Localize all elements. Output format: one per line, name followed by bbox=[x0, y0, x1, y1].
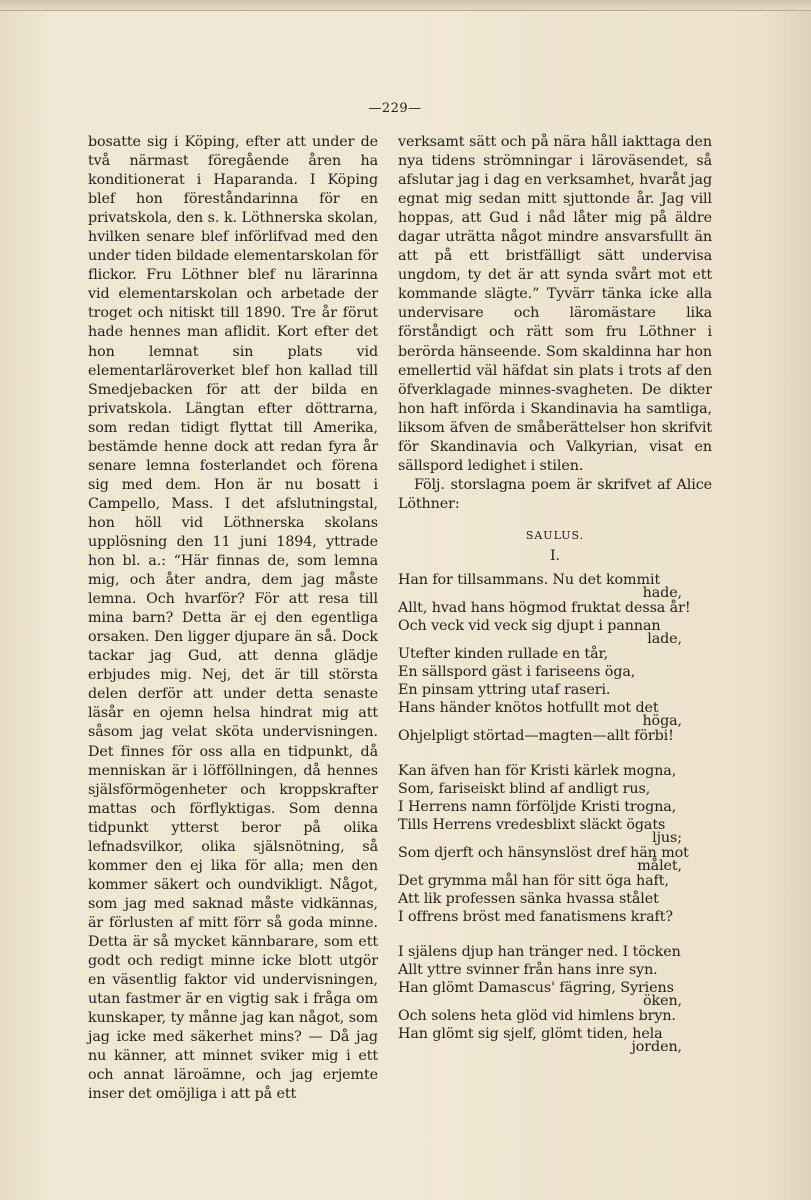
poem-line: Han for tillsammans. Nu det kommit bbox=[398, 571, 661, 588]
poem-line-continuation: hade, bbox=[642, 584, 682, 601]
poem-intro: Följ. storslagna poem är skrifvet af Alice Löthner: bbox=[398, 476, 712, 512]
poem-line: Kan äfven han för Kristi kärlek mogna, bbox=[398, 762, 677, 779]
poem-stanza-1 bbox=[398, 571, 712, 745]
poem-line-continuation: lade, bbox=[647, 630, 682, 647]
poem-title: SAULUS. bbox=[525, 528, 585, 542]
poem-line: Utefter kinden rullade en tår, bbox=[398, 645, 609, 662]
poem-line: En pinsam yttring utaf raseri. bbox=[398, 681, 611, 698]
poem-line: I själens djup han tränger ned. I töcken bbox=[398, 943, 681, 960]
poem-line: Och solens heta glöd vid himlens bryn. bbox=[398, 1007, 676, 1024]
poem-line: Tills Herrens vredesblixt släckt ögats bbox=[398, 816, 666, 833]
poem-line: I Herrens namn förföljde Kristi trogna, bbox=[398, 798, 677, 815]
right-column-paragraph: verksamt sätt och på nära håll iakttaga den nya tidens strömningar i läroväsendet, så afslutar jag i dag en verksamhet, hvaråt jag egnat mig sedan mitt sjuttonde år. Jag vill hoppas, att Gud i nåd låter mig på äldre dagar uträtta något mindre ansvarsfullt än att på ett bristfälligt sätt undervisa ungdom, ty det är att synda svårt mot ett kommande slägte.” Tyvärr tänka icke alla undervisare och läromästare lika förståndigt och rätt som fru Löthner i berörda hänseende. Som skaldinna har hon emellertid väl häfdat sin plats i trots af den öfverklagade minnes-svagheten. De dikter hon haft införda i Skandinavia ha samtliga, liksom äfven de småberättelser hon skrifvit för Skandinavia och Valkyrian, visat en sällspord ledighet i stilen. bbox=[398, 134, 712, 474]
poem-line: Hans händer knötos hotfullt mot det bbox=[398, 699, 659, 716]
top-edge-rule bbox=[0, 0, 811, 11]
poem-line: Det grymma mål han för sitt öga haft, bbox=[398, 872, 669, 889]
poem-line: Han glömt Damascus' fägring, Syriens bbox=[398, 979, 674, 996]
poem-line-continuation: ljus; bbox=[652, 829, 682, 846]
poem-line-continuation: målet, bbox=[637, 857, 682, 874]
poem-line: Allt, hvad hans högmod fruktat dessa år! bbox=[398, 599, 691, 616]
poem-line: En sällspord gäst i fariseens öga, bbox=[398, 663, 636, 680]
poem-line: I offrens bröst med fanatismens kraft? bbox=[398, 908, 673, 925]
poem-line: Och veck vid veck sig djupt i pannan bbox=[398, 617, 661, 634]
poem-line-continuation: jorden, bbox=[631, 1038, 682, 1055]
poem-line: Som djerft och hänsynslöst dref hän mot bbox=[398, 844, 689, 861]
stanza-gap bbox=[398, 745, 712, 762]
left-column-paragraph: bosatte sig i Köping, efter att under de två närmast föregående åren ha konditionerat i Haparanda. I Köping blef hon föreståndarinna för en privatskola, den s. k. Löthnerska skolan, hvilken senare blef införlifvad med den under tiden bildade elementarskolan för flickor. Fru Löthner blef nu lärarinna vid elementarskolan och arbetade der troget och nitiskt till 1890. Tre år förut hade hennes man aflidit. Kort efter det hon lemnat sin plats vid elementarläroverket blef hon kallad till Smedjebacken för att der bilda en privatskola. Längtan efter döttrarna, som redan tidigt flyttat till Amerika, bestämde henne dock att redan fyra år senare lemna fosterlandet och förena sig med dem. Hon är nu bosatt i Campello, Mass. I det afslutningstal, hon höll vid Löthnerska skolans upplösning den 11 juni 1894, yttrade hon bl. a.: “Här finnas de, som lemna mig, och åter andra, dem jag måste lemna. Och hvarför? För att resa till mina barn? Detta är ej den egentliga orsaken. Den ligger djupare än så. Dock tackar jag Gud, att denna glädje erbjudes mig. Nej, det är till största delen derför att under detta senaste läsår en ojemn helsa hindrat mig att såsom jag velat sköta undervisningen. Det finnes för oss alla en tidpunkt, då menniskan är i löfföllningen, då hennes själsförmögenheter och kroppskrafter mattas och förflyktigas. Som denna tidpunkt ytterst beror på olika lefnadsvilkor, olika själsnötning, så kommer den ej lika för alla; men den kommer säkert och oundvikligt. Något, som jag med saknad måste vidkännas, är förlusten af mitt förr så goda minne. Detta är så mycket kännbarare, som ett godt och redigt minne icke blott utgör en väsentlig faktor vid undervisningen, utan fastmer är en vigtig sak i fråga om kunskaper, ty månne jag kan något, som jag icke med säkerhet mins? — Då jag nu känner, att minnet sviker mig i ett och annat läroämne, och jag erjemte inser det omöjliga i att på ett bbox=[88, 134, 378, 1103]
poem-line: Ohjelpligt störtad—magten—allt förbi! bbox=[398, 727, 674, 744]
right-column bbox=[398, 133, 712, 1053]
poem-stanza-2 bbox=[398, 762, 712, 926]
poem-line: Han glömt sig sjelf, glömt tiden, hela bbox=[398, 1025, 663, 1042]
poem-line: Allt yttre svinner från hans inre syn. bbox=[398, 961, 658, 978]
poem-stanza-3 bbox=[398, 943, 712, 1053]
poem-line-continuation: öken, bbox=[643, 992, 682, 1009]
poem-part-number: I. bbox=[550, 547, 560, 564]
poem-line: Som, fariseiskt blind af andligt rus, bbox=[398, 780, 651, 797]
poem-line: Att lik professen sänka hvassa stålet bbox=[398, 890, 659, 907]
stanza-gap bbox=[398, 926, 712, 943]
left-column bbox=[88, 133, 378, 1104]
poem-line-continuation: höga, bbox=[642, 712, 682, 729]
page-number: —229— bbox=[368, 101, 422, 116]
